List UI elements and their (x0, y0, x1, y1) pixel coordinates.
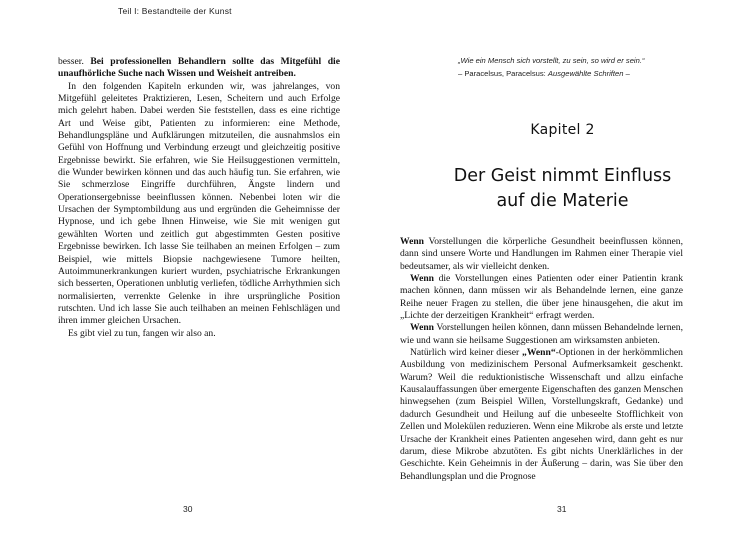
paragraph (400, 236, 683, 273)
paragraph-bold-text: Wenn (410, 322, 434, 334)
right-body-text (400, 236, 683, 483)
paragraph-bold-text: Bei professionellen Behandlern sollte das Mitgefühl die unaufhörliche Suche nach Wissen und Weisheit antreiben. (58, 56, 340, 80)
paragraph (58, 56, 340, 81)
paragraph-bold-text: Wenn (400, 236, 424, 247)
epigraph (458, 54, 738, 80)
paragraph-text: In den folgenden Kapiteln erkunden wir, was jahrelanges, von Mitgefühl geleitetes Praktizieren, Lesen, Scheitern und auch Erfolge mich gelehrt haben. Dabei werden Sie feststellen, dass es eine richtige Art und Weise gibt, Patienten zu informieren: eine Methode, Behandlungspläne und Aufklärungen mitzuteilen, die ausnahmslos ein Gefühl von Hoffnung und Verbindung erzeugt und gleichzeitig positive Ergebnisse bewirkt. Sie erfahren, wie Sie Heilsuggestionen vermitteln, die Wunder bewirken können und das auch häufig tun. Sie erfahren, wie Sie schmerzlose Eingriffe durchführen, Ängste lindern und Operationsergebnisse beeinflussen können. Nebenbei loten wir die Ursachen der Symptombildung aus und ergründen die Geheimnisse der Hypnose, und ich gebe Ihnen Hinweise, wie Sie mit wenigen gut gewählten Worten und zeitlich gut abgestimmten Gesten positive Ergebnisse bewirken. Ich lasse Sie teilhaben an meinen Erfolgen – zum Beispiel, wie mittels Biopsie nachgewiesene Tumore heilten, Autoimmunerkrankungen kuriert wurden, psychiatrische Erkrankungen sich besserten, Operationen unblutig verliefen, tödliche Arrhythmien sich normalisierten, verrenkte Gelenke in ihre ursprüngliche Position rutschten. Und ich lasse Sie auch teilhaben an meinen Fehlschlägen und ihren immer gleichen Ursachen. (58, 80, 340, 327)
paragraph-text: Natürlich wird keiner dieser (410, 347, 523, 359)
chapter-title-line: Der Geist nimmt Einfluss (453, 166, 672, 186)
paragraph (58, 81, 340, 328)
paragraph-bold-text: Wenn (410, 273, 434, 285)
chapter-label: Kapitel 2 (530, 122, 595, 138)
epigraph-quote: „Wie ein Mensch sich vorstellt, zu sein, so wird er sein.“ (458, 56, 645, 65)
paragraph-text: -Optionen in der herkömmlichen Ausbildung von medizinischem Personal Aufmerksamkeit geschenkt. Warum? Weil die reduktionistische Wissenschaft und allzu einfache Kausalauffassungen über emergente Eigenschaften des ganzen Menschen hinwegsehen (zum Beispiel Willen, Vorstellungskraft, Gedanke) und dadurch Gesundheit und Heilung auf die unbeseelte Stofflichkeit von Zellen und Molekülen reduzieren. Wenn eine Mikrobe als erste und letzte Ursache der Krankheit eines Patienten angesehen wird, dann geht es nur darum, diese Mikrobe abzutöten. Es gibt nichts Unerklärliches in der Geschichte. Kein Geheimnis in der Äußerung – darin, was Sie über den Behandlungsplan und die Prognose (400, 347, 683, 482)
paragraph-text: Es gibt viel zu tun, fangen wir also an. (68, 327, 216, 339)
paragraph-text: Vorstellungen heilen können, dann müssen Behandelnde lernen, wie und wann sie heilsame Suggestionen am wirksamsten anbieten. (400, 322, 683, 346)
left-body-text (58, 56, 340, 340)
page-number: 31 (557, 504, 567, 514)
epigraph-source-author: – Paracelsus, Paracelsus: (458, 69, 548, 78)
page-number: 30 (183, 504, 193, 514)
paragraph-text: die Vorstellungen eines Patienten oder einer Patientin krank machen können, dann müssen wir als Behandelnde lernen, eine ganze Reihe neuer Fragen zu stellen, die über jene hinausgehen, die akut im „Lichte der derzeitigen Krankheit“ erfragt werden. (400, 273, 683, 322)
paragraph-text: besser. (58, 56, 91, 67)
paragraph-bold-text: „Wenn“ (522, 347, 556, 359)
paragraph (400, 322, 683, 347)
running-head: Teil I: Bestandteile der Kunst (118, 6, 232, 16)
chapter-title (375, 164, 750, 214)
right-page (375, 0, 750, 539)
paragraph (58, 328, 340, 340)
paragraph-text: Vorstellungen die körperliche Gesundheit beeinflussen können, dann sind unsere Worte und Handlungen im Rahmen einer Therapie viel bedeutsamer, als wir vielleicht denken. (400, 236, 683, 272)
chapter-title-line: auf die Materie (496, 191, 629, 211)
paragraph (400, 273, 683, 322)
epigraph-source (458, 67, 738, 80)
epigraph-source-title: Ausgewählte Schriften (547, 69, 624, 78)
paragraph (400, 347, 683, 483)
epigraph-source-dash: – (623, 69, 630, 78)
